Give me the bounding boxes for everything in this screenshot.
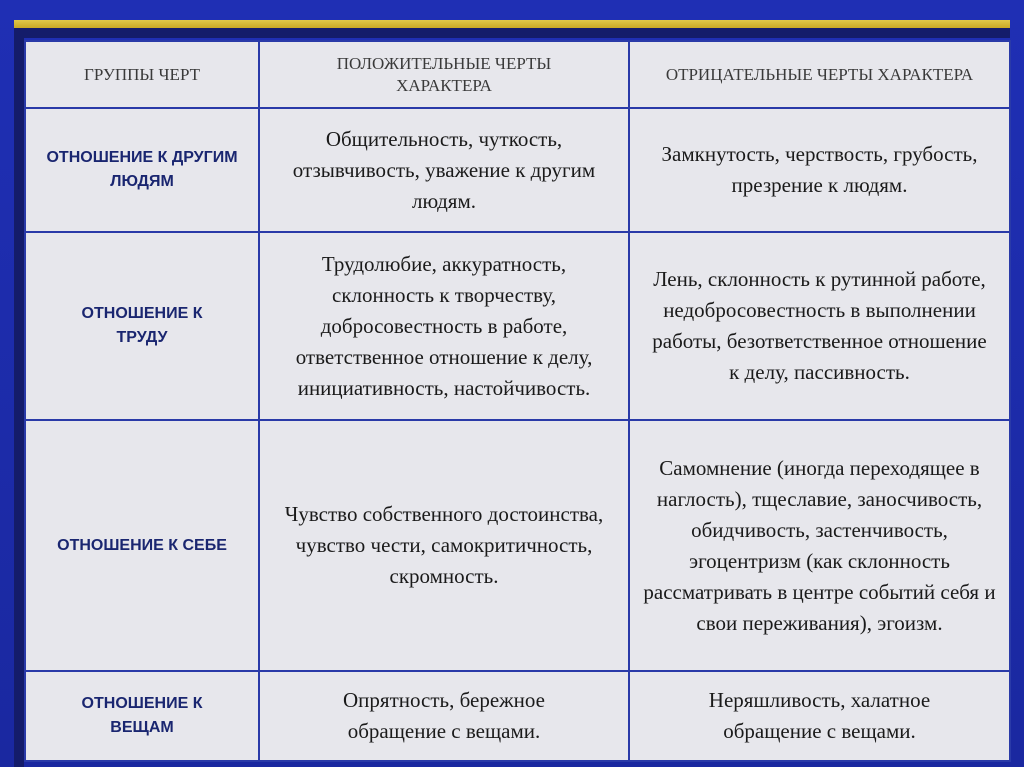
- table-row: [25, 108, 1010, 232]
- header-positive: ПОЛОЖИТЕЛЬНЫЕ ЧЕРТЫ ХАРАКТЕРА: [259, 41, 629, 108]
- header-groups: ГРУППЫ ЧЕРТ: [25, 41, 259, 108]
- dark-accent-bar: [14, 28, 1010, 38]
- header-negative: ОТРИЦАТЕЛЬНЫЕ ЧЕРТЫ ХАРАКТЕРА: [629, 41, 1010, 108]
- positive-traits: Чувство собственного достоинства, чувство чести, самокритичность, скромность.: [259, 420, 629, 671]
- character-traits-table-container: [24, 40, 1009, 760]
- table-row: [25, 671, 1010, 761]
- positive-traits: Трудолюбие, аккуратность, склонность к творчеству, добросовестность в работе, ответственное отношение к делу, инициативность, настойчивость.: [259, 232, 629, 420]
- group-label: ОТНОШЕНИЕ К ДРУГИМ ЛЮДЯМ: [25, 108, 259, 232]
- negative-traits: Самомнение (иногда переходящее в наглость), тщеславие, заносчивость, обидчивость, застенчивость, эгоцентризм (как склонность рассматривать в центре событий себя и свои переживания), эгоизм.: [629, 420, 1010, 671]
- group-label: ОТНОШЕНИЕ К СЕБЕ: [25, 420, 259, 671]
- table-header-row: [25, 41, 1010, 108]
- left-accent-bar: [14, 38, 24, 767]
- negative-traits: Лень, склонность к рутинной работе, недобросовестность в выполнении работы, безответственное отношение к делу, пассивность.: [629, 232, 1010, 420]
- negative-traits: Неряшливость, халатное обращение с вещами.: [629, 671, 1010, 761]
- character-traits-table: [24, 40, 1011, 762]
- positive-traits: Опрятность, бережное обращение с вещами.: [259, 671, 629, 761]
- negative-traits: Замкнутость, черствость, грубость, презрение к людям.: [629, 108, 1010, 232]
- group-label: ОТНОШЕНИЕ К ТРУДУ: [25, 232, 259, 420]
- group-label: ОТНОШЕНИЕ К ВЕЩАМ: [25, 671, 259, 761]
- positive-traits: Общительность, чуткость, отзывчивость, уважение к другим людям.: [259, 108, 629, 232]
- table-row: [25, 232, 1010, 420]
- gold-accent-bar: [14, 20, 1010, 28]
- table-row: [25, 420, 1010, 671]
